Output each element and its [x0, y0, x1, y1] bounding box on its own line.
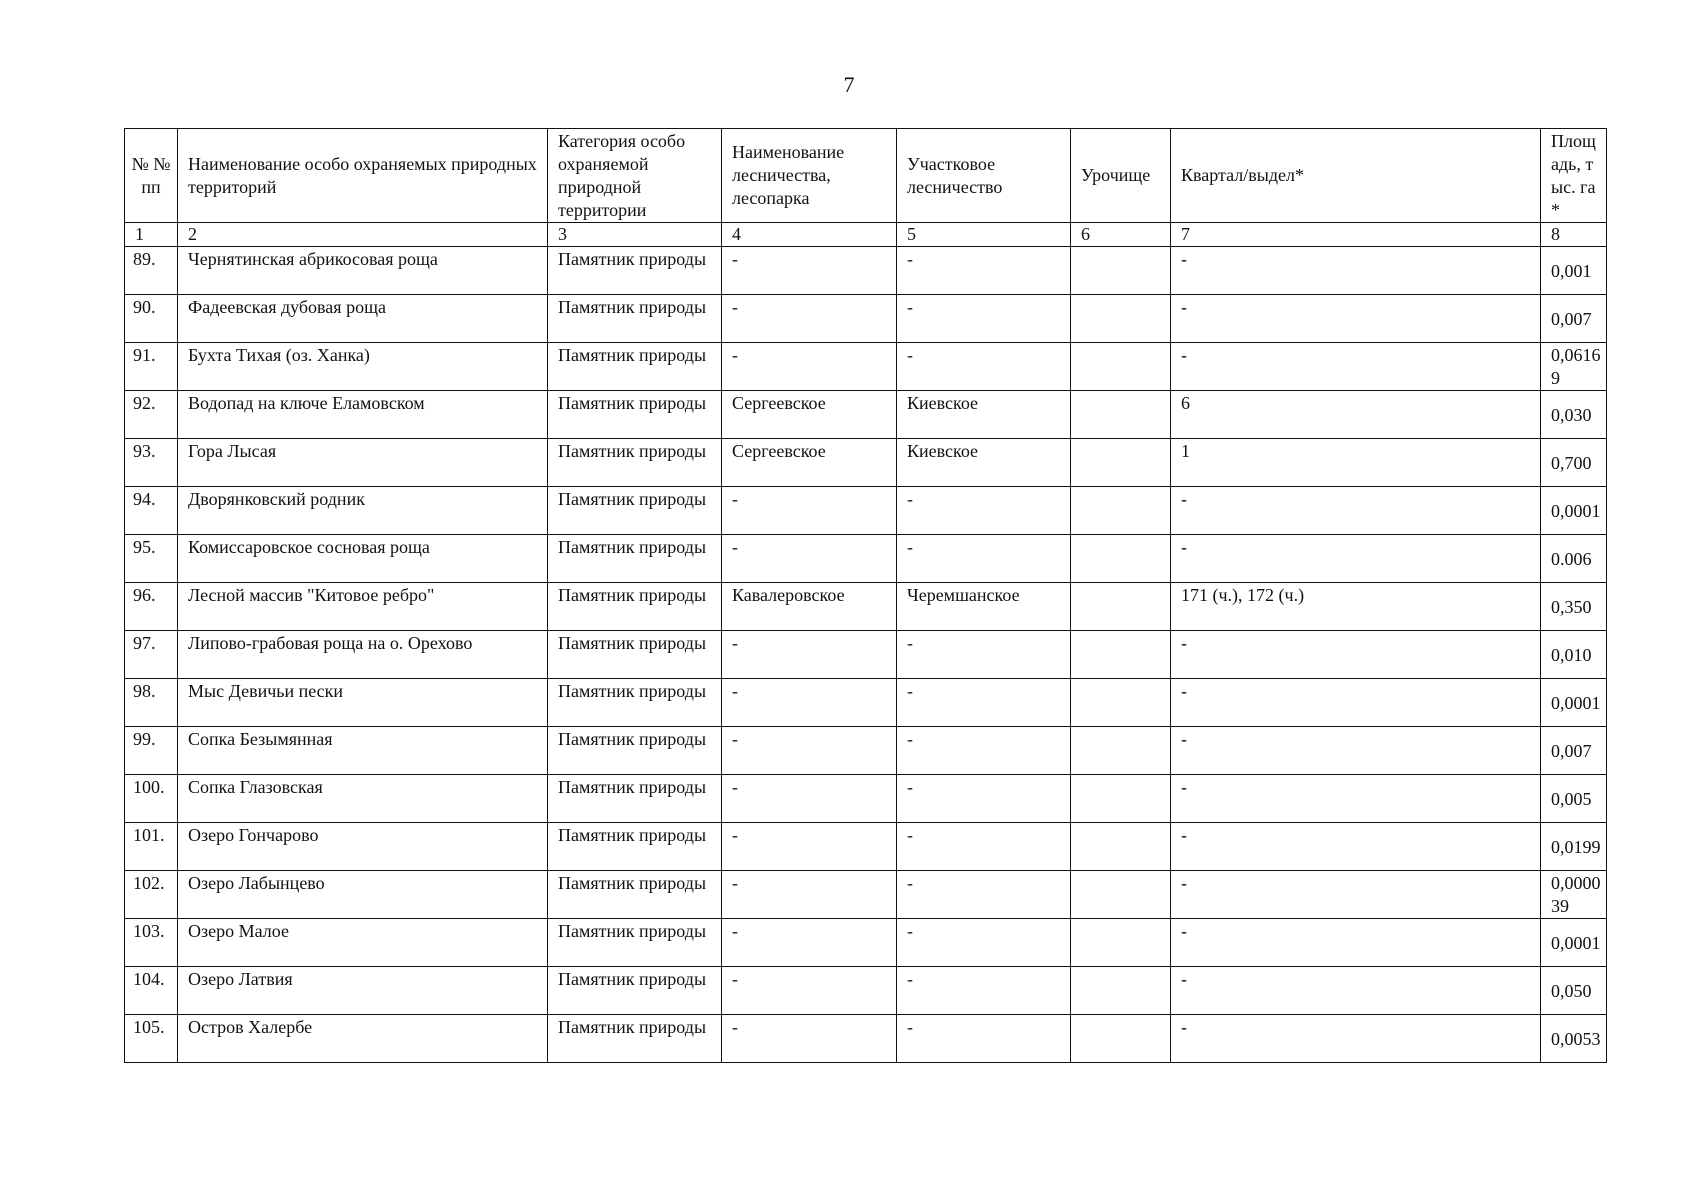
row-quarter-cell: 171 (ч.), 172 (ч.) [1171, 583, 1541, 631]
row-area-cell: 0,010 [1541, 631, 1607, 679]
row-quarter-cell: - [1171, 967, 1541, 1015]
row-district-cell: - [897, 775, 1071, 823]
row-number-cell: 90. [125, 295, 178, 343]
table-row [125, 583, 1607, 631]
header-cell-district: Участковое лесничество [897, 129, 1071, 223]
header-cell-quarter: Квартал/выдел* [1171, 129, 1541, 223]
row-district-cell: Черемшанское [897, 583, 1071, 631]
row-quarter-cell: - [1171, 487, 1541, 535]
column-number: 2 [178, 223, 548, 247]
row-name-cell: Сопка Безымянная [178, 727, 548, 775]
row-number-cell: 99. [125, 727, 178, 775]
row-quarter-cell: - [1171, 871, 1541, 919]
header-cell-area: Площадь, тыс. га* [1541, 129, 1607, 223]
row-district-cell: - [897, 487, 1071, 535]
table-row [125, 631, 1607, 679]
row-name-cell: Липово-грабовая роща на о. Орехово [178, 631, 548, 679]
row-forestry-cell: - [722, 823, 897, 871]
row-quarter-cell: - [1171, 295, 1541, 343]
header-cell-forestry: Наименование лесничества, лесопарка [722, 129, 897, 223]
row-area-cell: 0,06169 [1541, 343, 1607, 391]
column-number: 5 [897, 223, 1071, 247]
row-name-cell: Остров Халербе [178, 1015, 548, 1063]
row-district-cell: - [897, 535, 1071, 583]
header-cell-tract: Урочище [1071, 129, 1171, 223]
row-category-cell: Памятник природы [548, 631, 722, 679]
row-area-cell: 0,0001 [1541, 679, 1607, 727]
row-name-cell: Озеро Малое [178, 919, 548, 967]
row-quarter-cell: - [1171, 775, 1541, 823]
row-name-cell: Гора Лысая [178, 439, 548, 487]
row-number-cell: 100. [125, 775, 178, 823]
row-tract-cell [1071, 1015, 1171, 1063]
row-name-cell: Мыс Девичьи пески [178, 679, 548, 727]
row-number-cell: 89. [125, 247, 178, 295]
header-cell-number: № № пп [125, 129, 178, 223]
table-row [125, 391, 1607, 439]
row-quarter-cell: 1 [1171, 439, 1541, 487]
row-forestry-cell: - [722, 727, 897, 775]
row-area-cell: 0,0053 [1541, 1015, 1607, 1063]
page-number: 7 [843, 72, 855, 97]
row-quarter-cell: - [1171, 343, 1541, 391]
table-row [125, 439, 1607, 487]
header-cell-category: Категория особо охраняемой природной территории [548, 129, 722, 223]
row-category-cell: Памятник природы [548, 535, 722, 583]
row-number-cell: 98. [125, 679, 178, 727]
row-category-cell: Памятник природы [548, 1015, 722, 1063]
row-district-cell: - [897, 1015, 1071, 1063]
row-number-cell: 102. [125, 871, 178, 919]
table-row [125, 727, 1607, 775]
row-forestry-cell: - [722, 487, 897, 535]
row-quarter-cell: - [1171, 679, 1541, 727]
row-name-cell: Фадеевская дубовая роща [178, 295, 548, 343]
row-category-cell: Памятник природы [548, 823, 722, 871]
row-area-cell: 0,007 [1541, 727, 1607, 775]
row-name-cell: Лесной массив "Китовое ребро" [178, 583, 548, 631]
row-quarter-cell: - [1171, 727, 1541, 775]
row-district-cell: - [897, 679, 1071, 727]
table-row [125, 535, 1607, 583]
row-district-cell: - [897, 631, 1071, 679]
row-category-cell: Памятник природы [548, 919, 722, 967]
row-area-cell: 0,000039 [1541, 871, 1607, 919]
table-row [125, 343, 1607, 391]
row-area-cell: 0,0199 [1541, 823, 1607, 871]
table-row [125, 967, 1607, 1015]
row-tract-cell [1071, 727, 1171, 775]
row-tract-cell [1071, 247, 1171, 295]
row-district-cell: - [897, 919, 1071, 967]
row-forestry-cell: - [722, 871, 897, 919]
column-number: 7 [1171, 223, 1541, 247]
row-quarter-cell: - [1171, 535, 1541, 583]
row-forestry-cell: - [722, 247, 897, 295]
row-number-cell: 91. [125, 343, 178, 391]
row-name-cell: Водопад на ключе Еламовском [178, 391, 548, 439]
row-category-cell: Памятник природы [548, 487, 722, 535]
column-number: 3 [548, 223, 722, 247]
row-area-cell: 0,700 [1541, 439, 1607, 487]
row-area-cell: 0,0001 [1541, 919, 1607, 967]
row-name-cell: Озеро Лабынцево [178, 871, 548, 919]
row-forestry-cell: Сергеевское [722, 391, 897, 439]
row-forestry-cell: - [722, 1015, 897, 1063]
row-tract-cell [1071, 439, 1171, 487]
table-row [125, 775, 1607, 823]
row-forestry-cell: Сергеевское [722, 439, 897, 487]
row-quarter-cell: - [1171, 919, 1541, 967]
row-tract-cell [1071, 679, 1171, 727]
row-category-cell: Памятник природы [548, 247, 722, 295]
row-quarter-cell: - [1171, 631, 1541, 679]
row-category-cell: Памятник природы [548, 439, 722, 487]
header-cell-name: Наименование особо охраняемых природных территорий [178, 129, 548, 223]
table-row [125, 295, 1607, 343]
table-row [125, 679, 1607, 727]
row-name-cell: Бухта Тихая (оз. Ханка) [178, 343, 548, 391]
row-number-cell: 95. [125, 535, 178, 583]
row-district-cell: - [897, 295, 1071, 343]
row-quarter-cell: - [1171, 823, 1541, 871]
row-number-cell: 105. [125, 1015, 178, 1063]
row-tract-cell [1071, 487, 1171, 535]
row-quarter-cell: - [1171, 247, 1541, 295]
row-tract-cell [1071, 919, 1171, 967]
row-tract-cell [1071, 967, 1171, 1015]
row-category-cell: Памятник природы [548, 391, 722, 439]
row-category-cell: Памятник природы [548, 679, 722, 727]
row-forestry-cell: - [722, 679, 897, 727]
table-row [125, 871, 1607, 919]
row-number-cell: 93. [125, 439, 178, 487]
row-tract-cell [1071, 775, 1171, 823]
row-name-cell: Озеро Гончарово [178, 823, 548, 871]
protected-areas-table [124, 128, 1607, 1063]
row-number-cell: 94. [125, 487, 178, 535]
row-district-cell: - [897, 967, 1071, 1015]
row-tract-cell [1071, 391, 1171, 439]
row-tract-cell [1071, 583, 1171, 631]
row-tract-cell [1071, 823, 1171, 871]
row-forestry-cell: - [722, 343, 897, 391]
row-category-cell: Памятник природы [548, 871, 722, 919]
row-area-cell: 0.006 [1541, 535, 1607, 583]
row-area-cell: 0,005 [1541, 775, 1607, 823]
row-area-cell: 0,030 [1541, 391, 1607, 439]
column-numbers-row [125, 223, 1607, 247]
row-name-cell: Озеро Латвия [178, 967, 548, 1015]
row-forestry-cell: - [722, 631, 897, 679]
header-row [125, 129, 1607, 223]
table-row [125, 487, 1607, 535]
row-quarter-cell: - [1171, 1015, 1541, 1063]
row-name-cell: Комиссаровское сосновая роща [178, 535, 548, 583]
row-district-cell: - [897, 871, 1071, 919]
row-area-cell: 0,350 [1541, 583, 1607, 631]
column-number: 8 [1541, 223, 1607, 247]
row-area-cell: 0,050 [1541, 967, 1607, 1015]
row-category-cell: Памятник природы [548, 727, 722, 775]
row-name-cell: Чернятинская абрикосовая роща [178, 247, 548, 295]
row-area-cell: 0,001 [1541, 247, 1607, 295]
row-number-cell: 101. [125, 823, 178, 871]
column-number: 4 [722, 223, 897, 247]
row-forestry-cell: Кавалеровское [722, 583, 897, 631]
row-area-cell: 0,0001 [1541, 487, 1607, 535]
row-number-cell: 104. [125, 967, 178, 1015]
row-category-cell: Памятник природы [548, 967, 722, 1015]
row-category-cell: Памятник природы [548, 343, 722, 391]
row-tract-cell [1071, 631, 1171, 679]
row-category-cell: Памятник природы [548, 583, 722, 631]
row-tract-cell [1071, 535, 1171, 583]
row-number-cell: 92. [125, 391, 178, 439]
table-row [125, 823, 1607, 871]
row-tract-cell [1071, 295, 1171, 343]
row-district-cell: - [897, 727, 1071, 775]
row-district-cell: - [897, 343, 1071, 391]
row-district-cell: Киевское [897, 439, 1071, 487]
row-number-cell: 103. [125, 919, 178, 967]
row-tract-cell [1071, 871, 1171, 919]
table-body [125, 247, 1607, 1063]
row-category-cell: Памятник природы [548, 775, 722, 823]
row-name-cell: Сопка Глазовская [178, 775, 548, 823]
row-category-cell: Памятник природы [548, 295, 722, 343]
row-area-cell: 0,007 [1541, 295, 1607, 343]
row-forestry-cell: - [722, 919, 897, 967]
table-row [125, 247, 1607, 295]
row-tract-cell [1071, 343, 1171, 391]
row-number-cell: 96. [125, 583, 178, 631]
row-district-cell: - [897, 823, 1071, 871]
column-number: 6 [1071, 223, 1171, 247]
row-forestry-cell: - [722, 535, 897, 583]
table-row [125, 919, 1607, 967]
row-forestry-cell: - [722, 967, 897, 1015]
row-district-cell: - [897, 247, 1071, 295]
row-district-cell: Киевское [897, 391, 1071, 439]
row-forestry-cell: - [722, 775, 897, 823]
row-number-cell: 97. [125, 631, 178, 679]
row-quarter-cell: 6 [1171, 391, 1541, 439]
column-number: 1 [125, 223, 178, 247]
row-name-cell: Дворянковский родник [178, 487, 548, 535]
row-forestry-cell: - [722, 295, 897, 343]
table-row [125, 1015, 1607, 1063]
